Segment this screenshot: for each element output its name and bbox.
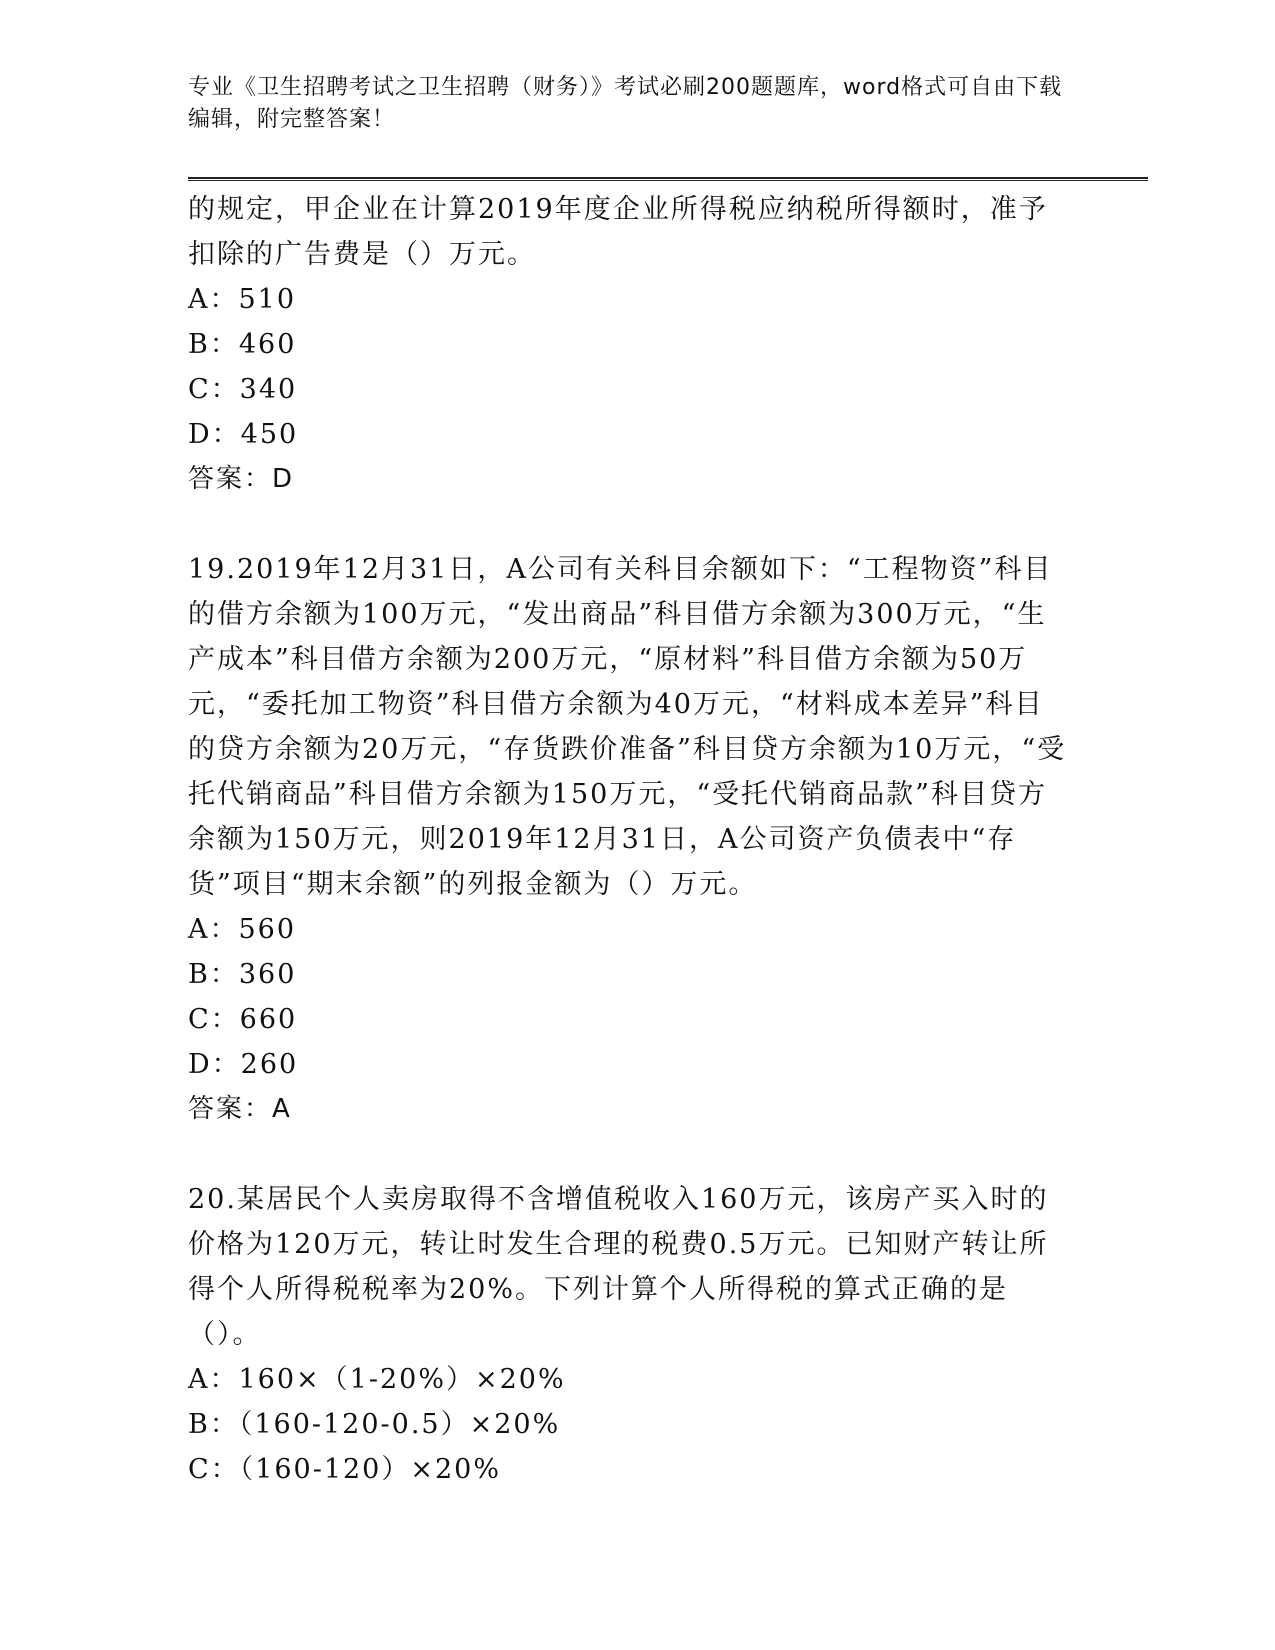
option-a: A：510 [188, 284, 297, 315]
question-18 [188, 187, 1068, 502]
document-header: 专业《卫生招聘考试之卫生招聘（财务）》考试必刷200题题库，word格式可自由下载编辑，附完整答案！ [188, 75, 1063, 132]
spacer [188, 502, 1068, 547]
option-d: D：260 [188, 1049, 299, 1080]
question-19 [188, 547, 1068, 1132]
option-b: B：460 [188, 329, 297, 360]
option-d: D：450 [188, 419, 299, 450]
option-c: C：（160-120）×20% [188, 1454, 501, 1485]
question-stem: 的规定，甲企业在计算2019年度企业所得税应纳税所得额时，准予扣除的广告费是（）万元。 [188, 194, 1048, 270]
answer-line: 答案：A [188, 1094, 292, 1124]
option-c: C：340 [188, 374, 298, 405]
question-list [188, 187, 1068, 1492]
option-c: C：660 [188, 1004, 298, 1035]
spacer [188, 1132, 1068, 1177]
header-divider [188, 177, 1148, 181]
option-b: B：360 [188, 959, 297, 990]
option-b: B：（160-120-0.5）×20% [188, 1409, 561, 1440]
option-a: A：160×（1-20%）×20% [188, 1364, 566, 1395]
option-a: A：560 [188, 914, 297, 945]
question-20 [188, 1177, 1068, 1492]
answer-line: 答案：D [188, 464, 295, 494]
question-stem: 19.2019年12月31日，A公司有关科目余额如下：“工程物资”科目的借方余额为100万元，“发出商品”科目借方余额为300万元，“生产成本”科目借方余额为200万元，“原材料”科目借方余额为50万元，“委托加工物资”科目借方余额为40万元，“材料成本差异”科目的贷方余额为20万元，“存货跌价准备”科目贷方余额为10万元，“受托代销商品”科目借方余额为150万元，“受托代销商品款”科目贷方余额为150万元，则2019年12月31日，A公司资产负债表中“存货”项目“期末余额”的列报金额为（）万元。 [188, 554, 1067, 900]
question-stem: 20.某居民个人卖房取得不含增值税收入160万元，该房产买入时的价格为120万元，转让时发生合理的税费0.5万元。已知财产转让所得个人所得税税率为20%。下列计算个人所得税的算式正确的是（）。 [188, 1184, 1049, 1350]
